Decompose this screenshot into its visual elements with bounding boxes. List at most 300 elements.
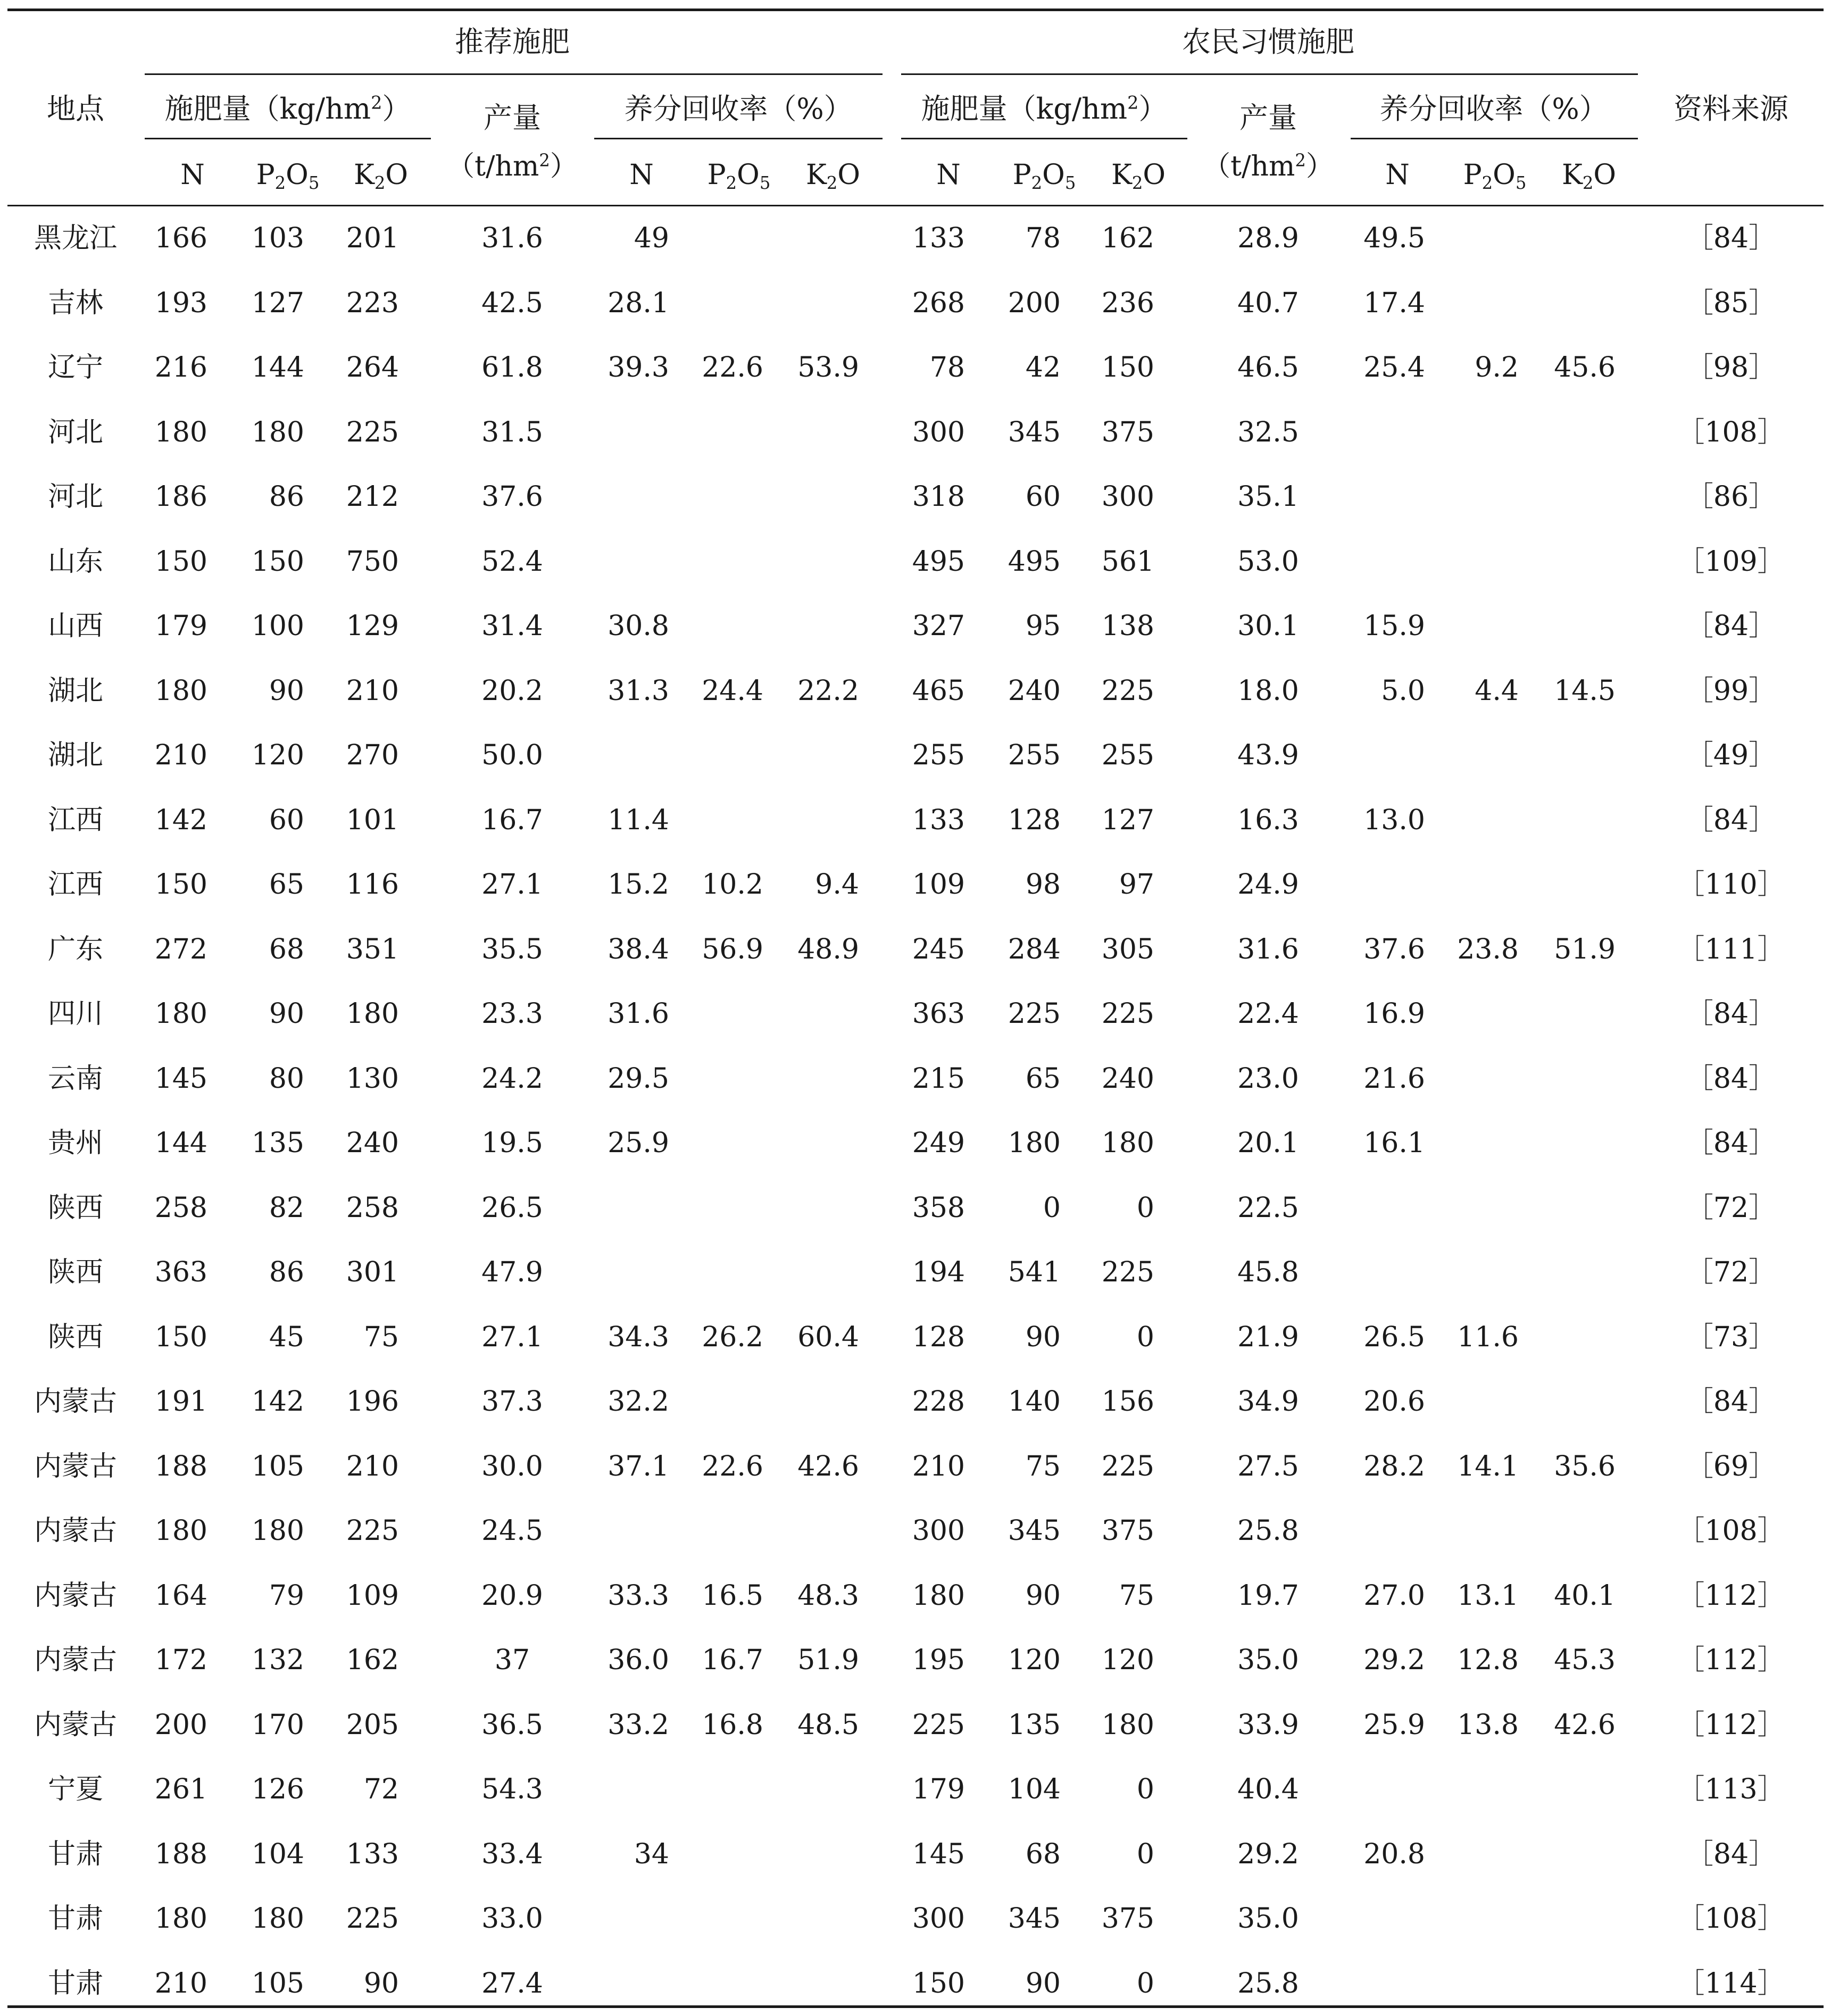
cell-farm-p2o5-recovery: 13.8 [1457,1709,1519,1741]
cell-farm-k2o-recovery: 35.6 [1554,1451,1616,1482]
cell-location: 内蒙古 [34,1709,118,1741]
cell-farm-p2o5-rate: 541 [1008,1256,1061,1288]
cell-source: ［110］ [1677,869,1785,901]
cell-rec-p2o5-rate: 68 [269,934,304,965]
cell-rec-n-recovery: 39.3 [607,352,669,384]
cell-farm-k2o-rate: 0 [1136,1773,1154,1805]
cell-rec-n-rate: 188 [154,1838,207,1870]
cell-farm-n-rate: 268 [912,287,965,319]
cell-source: ［84］ [1685,998,1777,1030]
cell-farm-p2o5-recovery: 12.8 [1457,1644,1519,1676]
cell-farm-p2o5-recovery: 14.1 [1457,1451,1519,1482]
cell-rec-p2o5-rate: 180 [251,1903,304,1935]
cell-rec-n-recovery: 34.3 [607,1321,669,1353]
cell-source: ［112］ [1677,1644,1785,1676]
cell-farm-n-rate: 327 [912,610,965,642]
cell-farm-p2o5-rate: 240 [1008,675,1061,707]
cell-farm-yield: 25.8 [1237,1968,1299,2000]
cell-rec-n-recovery: 49 [634,222,669,254]
cell-location: 吉林 [47,287,104,319]
cell-rec-yield: 37.6 [481,481,543,513]
cell-rec-p2o5-rate: 127 [251,287,304,319]
cell-rec-n-recovery: 37.1 [607,1451,669,1482]
cell-farm-p2o5-rate: 90 [1025,1580,1061,1612]
cell-farm-n-rate: 210 [912,1451,965,1482]
cell-rec-k2o-rate: 129 [346,610,399,642]
cell-rec-p2o5-recovery: 56.9 [702,934,763,965]
cell-location: 湖北 [47,739,104,771]
cell-rec-n-recovery: 32.2 [607,1386,669,1418]
cell-farm-p2o5-rate: 90 [1025,1968,1061,2000]
sub-rule-recovery-recommended [594,138,883,139]
cell-rec-p2o5-recovery: 10.2 [702,869,763,901]
header-p2o5-rate-farmer: $P_2O_5$ [1012,159,1076,194]
cell-rec-p2o5-rate: 170 [251,1709,304,1741]
cell-farm-k2o-rate: 561 [1101,546,1154,578]
cell-rec-p2o5-rate: 86 [269,1256,304,1288]
cell-farm-p2o5-rate: 495 [1008,546,1061,578]
cell-farm-n-rate: 150 [912,1968,965,2000]
cell-farm-k2o-rate: 0 [1136,1968,1154,2000]
cell-farm-yield: 20.1 [1237,1127,1299,1159]
cell-location: 河北 [47,416,104,448]
cell-rec-yield: 27.1 [481,1321,543,1353]
cell-farm-yield: 53.0 [1237,546,1299,578]
cell-farm-n-recovery: 29.2 [1363,1644,1425,1676]
cell-rec-k2o-rate: 162 [346,1644,399,1676]
cell-farm-k2o-rate: 0 [1136,1321,1154,1353]
cell-rec-k2o-rate: 351 [346,934,399,965]
cell-rec-p2o5-rate: 132 [251,1644,304,1676]
cell-rec-yield: 24.5 [481,1515,543,1547]
cell-rec-p2o5-recovery: 16.8 [702,1709,763,1741]
cell-farm-n-rate: 109 [912,869,965,901]
cell-rec-p2o5-rate: 86 [269,481,304,513]
cell-rec-p2o5-rate: 60 [269,804,304,836]
cell-rec-n-rate: 363 [154,1256,207,1288]
header-location: 地点 [47,92,104,126]
cell-farm-n-recovery: 27.0 [1363,1580,1425,1612]
cell-farm-n-recovery: 13.0 [1363,804,1425,836]
header-fert-rate-recommended: 施肥量$(kg/hm^2)$ [164,92,411,126]
cell-source: ［108］ [1677,416,1785,448]
cell-location: 四川 [47,998,104,1030]
cell-source: ［49］ [1685,739,1777,771]
cell-rec-n-rate: 180 [154,998,207,1030]
header-yield-recommended: 产量 [484,101,541,135]
header-p2o5-recovery-farmer: $P_2O_5$ [1463,159,1527,194]
cell-source: ［73］ [1685,1321,1777,1353]
cell-farm-yield: 23.0 [1237,1063,1299,1095]
cell-location: 湖北 [47,675,104,707]
cell-rec-k2o-rate: 101 [346,804,399,836]
cell-rec-yield: 27.4 [481,1968,543,2000]
cell-rec-n-recovery: 28.1 [607,287,669,319]
cell-farm-n-recovery: 5.0 [1381,675,1425,707]
cell-rec-k2o-rate: 225 [346,1515,399,1547]
cell-rec-yield: 42.5 [481,287,543,319]
cell-rec-k2o-rate: 301 [346,1256,399,1288]
cell-farm-n-rate: 358 [912,1192,965,1224]
cell-rec-n-rate: 200 [154,1709,207,1741]
cell-rec-k2o-rate: 258 [346,1192,399,1224]
cell-farm-n-rate: 249 [912,1127,965,1159]
cell-rec-k2o-recovery: 42.6 [797,1451,859,1482]
cell-farm-k2o-recovery: 51.9 [1554,934,1616,965]
group-rule-recommended [145,73,883,75]
cell-rec-k2o-recovery: 51.9 [797,1644,859,1676]
cell-rec-n-rate: 180 [154,416,207,448]
cell-rec-p2o5-recovery: 24.4 [702,675,763,707]
cell-farm-n-rate: 195 [912,1644,965,1676]
header-p2o5-rate-recommended: $P_2O_5$ [256,159,320,194]
cell-farm-k2o-rate: 180 [1101,1127,1154,1159]
cell-source: ［84］ [1685,1063,1777,1095]
cell-rec-n-rate: 216 [154,352,207,384]
cell-farm-n-rate: 255 [912,739,965,771]
cell-farm-p2o5-recovery: 23.8 [1457,934,1519,965]
cell-farm-n-rate: 133 [912,804,965,836]
cell-rec-n-rate: 261 [154,1773,207,1805]
cell-farm-k2o-rate: 225 [1101,675,1154,707]
cell-farm-yield: 43.9 [1237,739,1299,771]
header-source: 资料来源 [1674,92,1788,126]
cell-rec-yield: 37 [494,1644,530,1676]
cell-farm-yield: 19.7 [1237,1580,1299,1612]
table-bottom-rule [7,2005,1824,2008]
cell-rec-yield: 24.2 [481,1063,543,1095]
cell-rec-k2o-rate: 130 [346,1063,399,1095]
cell-rec-yield: 20.2 [481,675,543,707]
cell-rec-p2o5-rate: 180 [251,1515,304,1547]
cell-rec-k2o-rate: 116 [346,869,399,901]
cell-farm-n-rate: 465 [912,675,965,707]
cell-rec-p2o5-rate: 120 [251,739,304,771]
cell-source: ［84］ [1685,1838,1777,1870]
cell-rec-n-rate: 166 [154,222,207,254]
cell-farm-p2o5-rate: 200 [1008,287,1061,319]
cell-farm-n-recovery: 25.9 [1363,1709,1425,1741]
cell-rec-n-rate: 150 [154,1321,207,1353]
cell-rec-k2o-rate: 109 [346,1580,399,1612]
cell-rec-p2o5-rate: 103 [251,222,304,254]
cell-rec-p2o5-rate: 90 [269,675,304,707]
cell-farm-n-rate: 225 [912,1709,965,1741]
cell-rec-k2o-rate: 750 [346,546,399,578]
cell-rec-k2o-rate: 212 [346,481,399,513]
cell-farm-yield: 32.5 [1237,416,1299,448]
header-p2o5-recovery-recommended: $P_2O_5$ [707,159,771,194]
cell-source: ［108］ [1677,1515,1785,1547]
cell-location: 辽宁 [47,352,104,384]
group-header-farmer: 农民习惯施肥 [1182,25,1354,59]
cell-farm-k2o-rate: 375 [1101,1903,1154,1935]
cell-rec-yield: 35.5 [481,934,543,965]
cell-rec-n-rate: 172 [154,1644,207,1676]
cell-farm-n-recovery: 28.2 [1363,1451,1425,1482]
cell-source: ［84］ [1685,804,1777,836]
header-yield-unit-farmer: $(t/hm^2)$ [1203,150,1334,182]
cell-farm-k2o-rate: 97 [1119,869,1154,901]
cell-farm-p2o5-rate: 345 [1008,1903,1061,1935]
cell-farm-yield: 46.5 [1237,352,1299,384]
header-fert-rate-farmer: 施肥量$(kg/hm^2)$ [921,92,1168,126]
cell-rec-p2o5-rate: 90 [269,998,304,1030]
cell-location: 江西 [47,804,104,836]
cell-rec-p2o5-rate: 104 [251,1838,304,1870]
cell-farm-n-rate: 194 [912,1256,965,1288]
cell-farm-yield: 35.0 [1237,1644,1299,1676]
cell-source: ［111］ [1677,934,1785,965]
cell-rec-n-rate: 186 [154,481,207,513]
cell-farm-k2o-rate: 138 [1101,610,1154,642]
cell-rec-p2o5-rate: 82 [269,1192,304,1224]
cell-rec-p2o5-rate: 105 [251,1451,304,1482]
cell-rec-yield: 31.6 [481,222,543,254]
cell-source: ［84］ [1685,1386,1777,1418]
cell-farm-p2o5-rate: 225 [1008,998,1061,1030]
cell-location: 内蒙古 [34,1386,118,1418]
cell-farm-yield: 22.4 [1237,998,1299,1030]
cell-location: 内蒙古 [34,1515,118,1547]
cell-farm-yield: 45.8 [1237,1256,1299,1288]
cell-rec-p2o5-recovery: 26.2 [702,1321,763,1353]
cell-rec-k2o-rate: 240 [346,1127,399,1159]
cell-farm-k2o-rate: 225 [1101,1451,1154,1482]
header-bottom-rule [7,205,1824,206]
cell-rec-k2o-rate: 210 [346,675,399,707]
cell-rec-p2o5-recovery: 16.5 [702,1580,763,1612]
cell-rec-k2o-rate: 225 [346,416,399,448]
cell-farm-k2o-rate: 150 [1101,352,1154,384]
cell-source: ［113］ [1677,1773,1785,1805]
cell-location: 甘肃 [47,1838,104,1870]
cell-rec-yield: 36.5 [481,1709,543,1741]
cell-farm-yield: 34.9 [1237,1386,1299,1418]
cell-rec-n-recovery: 31.3 [607,675,669,707]
cell-farm-k2o-rate: 375 [1101,1515,1154,1547]
cell-rec-k2o-rate: 75 [363,1321,399,1353]
cell-rec-n-rate: 191 [154,1386,207,1418]
cell-farm-n-recovery: 16.1 [1363,1127,1425,1159]
cell-rec-yield: 31.4 [481,610,543,642]
cell-rec-k2o-rate: 180 [346,998,399,1030]
cell-farm-yield: 22.5 [1237,1192,1299,1224]
cell-farm-p2o5-rate: 140 [1008,1386,1061,1418]
cell-source: ［86］ [1685,481,1777,513]
cell-rec-p2o5-rate: 79 [269,1580,304,1612]
cell-rec-n-rate: 145 [154,1063,207,1095]
cell-farm-yield: 29.2 [1237,1838,1299,1870]
cell-farm-p2o5-rate: 78 [1025,222,1061,254]
cell-farm-n-recovery: 21.6 [1363,1063,1425,1095]
cell-farm-p2o5-rate: 60 [1025,481,1061,513]
cell-farm-k2o-rate: 255 [1101,739,1154,771]
cell-location: 宁夏 [47,1773,104,1805]
cell-source: ［112］ [1677,1709,1785,1741]
cell-farm-n-recovery: 15.9 [1363,610,1425,642]
cell-location: 山西 [47,610,104,642]
cell-rec-p2o5-rate: 135 [251,1127,304,1159]
cell-farm-k2o-recovery: 42.6 [1554,1709,1616,1741]
cell-rec-n-recovery: 34 [634,1838,669,1870]
cell-rec-k2o-recovery: 60.4 [797,1321,859,1353]
cell-rec-k2o-rate: 90 [363,1968,399,2000]
cell-location: 云南 [47,1063,104,1095]
cell-rec-n-rate: 164 [154,1580,207,1612]
cell-farm-p2o5-rate: 68 [1025,1838,1061,1870]
cell-rec-yield: 50.0 [481,739,543,771]
cell-farm-n-rate: 228 [912,1386,965,1418]
cell-rec-yield: 54.3 [481,1773,543,1805]
cell-rec-n-recovery: 29.5 [607,1063,669,1095]
cell-rec-p2o5-rate: 80 [269,1063,304,1095]
cell-farm-p2o5-recovery: 13.1 [1457,1580,1519,1612]
cell-rec-n-rate: 210 [154,739,207,771]
cell-farm-n-recovery: 26.5 [1363,1321,1425,1353]
cell-farm-n-recovery: 25.4 [1363,352,1425,384]
cell-farm-yield: 35.0 [1237,1903,1299,1935]
cell-rec-yield: 52.4 [481,546,543,578]
cell-rec-k2o-rate: 223 [346,287,399,319]
cell-location: 陕西 [47,1192,104,1224]
cell-source: ［84］ [1685,222,1777,254]
cell-rec-yield: 23.3 [481,998,543,1030]
cell-source: ［72］ [1685,1256,1777,1288]
cell-rec-n-rate: 210 [154,1968,207,2000]
cell-farm-p2o5-recovery: 11.6 [1457,1321,1519,1353]
cell-rec-yield: 20.9 [481,1580,543,1612]
cell-farm-yield: 24.9 [1237,869,1299,901]
cell-farm-k2o-recovery: 40.1 [1554,1580,1616,1612]
cell-farm-p2o5-rate: 65 [1025,1063,1061,1095]
cell-farm-p2o5-rate: 104 [1008,1773,1061,1805]
group-header-recommended: 推荐施肥 [455,25,570,59]
cell-location: 江西 [47,869,104,901]
cell-farm-n-recovery: 49.5 [1363,222,1425,254]
cell-farm-p2o5-recovery: 9.2 [1475,352,1519,384]
cell-farm-n-rate: 180 [912,1580,965,1612]
cell-rec-n-rate: 180 [154,675,207,707]
header-yield-unit-recommended: $(t/hm^2)$ [447,150,578,182]
cell-farm-k2o-rate: 225 [1101,998,1154,1030]
cell-rec-yield: 37.3 [481,1386,543,1418]
cell-farm-yield: 25.8 [1237,1515,1299,1547]
cell-rec-n-rate: 188 [154,1451,207,1482]
cell-rec-n-rate: 272 [154,934,207,965]
cell-source: ［85］ [1685,287,1777,319]
cell-rec-n-rate: 150 [154,869,207,901]
cell-farm-p2o5-rate: 128 [1008,804,1061,836]
header-k2o-recovery-farmer: $K_2O$ [1561,159,1617,194]
cell-farm-n-rate: 133 [912,222,965,254]
cell-rec-k2o-recovery: 9.4 [815,869,859,901]
table-top-rule [7,9,1824,11]
cell-location: 山东 [47,546,104,578]
cell-rec-p2o5-rate: 142 [251,1386,304,1418]
cell-location: 贵州 [47,1127,104,1159]
cell-rec-yield: 31.5 [481,416,543,448]
cell-farm-n-rate: 318 [912,481,965,513]
cell-rec-p2o5-rate: 144 [251,352,304,384]
cell-rec-k2o-rate: 205 [346,1709,399,1741]
cell-rec-yield: 61.8 [481,352,543,384]
cell-location: 广东 [47,934,104,965]
cell-farm-p2o5-rate: 0 [1043,1192,1061,1224]
header-n-recovery-farmer: N [1385,159,1410,191]
cell-rec-n-rate: 142 [154,804,207,836]
cell-farm-p2o5-rate: 135 [1008,1709,1061,1741]
cell-rec-yield: 30.0 [481,1451,543,1482]
cell-rec-n-recovery: 36.0 [607,1644,669,1676]
cell-farm-p2o5-rate: 42 [1025,352,1061,384]
cell-rec-yield: 33.0 [481,1903,543,1935]
header-yield-farmer: 产量 [1239,101,1297,135]
header-n-recovery-recommended: N [629,159,654,191]
cell-farm-n-rate: 215 [912,1063,965,1095]
cell-source: ［69］ [1685,1451,1777,1482]
cell-rec-k2o-recovery: 53.9 [797,352,859,384]
cell-rec-k2o-recovery: 48.9 [797,934,859,965]
cell-location: 陕西 [47,1256,104,1288]
cell-rec-p2o5-recovery: 22.6 [702,352,763,384]
header-recovery-recommended: 养分回收率（%） [624,92,853,126]
cell-farm-p2o5-recovery: 4.4 [1475,675,1519,707]
cell-farm-yield: 40.4 [1237,1773,1299,1805]
header-k2o-rate-recommended: $K_2O$ [353,159,409,194]
cell-farm-n-rate: 78 [929,352,965,384]
cell-rec-p2o5-recovery: 22.6 [702,1451,763,1482]
cell-rec-yield: 19.5 [481,1127,543,1159]
cell-farm-k2o-rate: 375 [1101,416,1154,448]
cell-farm-k2o-rate: 127 [1101,804,1154,836]
cell-farm-k2o-rate: 162 [1101,222,1154,254]
cell-rec-p2o5-recovery: 16.7 [702,1644,763,1676]
cell-rec-n-rate: 180 [154,1903,207,1935]
cell-rec-k2o-recovery: 22.2 [797,675,859,707]
cell-rec-yield: 16.7 [481,804,543,836]
cell-farm-yield: 40.7 [1237,287,1299,319]
cell-source: ［99］ [1685,675,1777,707]
sub-rule-fert-farmer [901,138,1187,139]
cell-farm-yield: 28.9 [1237,222,1299,254]
cell-farm-yield: 31.6 [1237,934,1299,965]
cell-farm-p2o5-rate: 95 [1025,610,1061,642]
cell-location: 内蒙古 [34,1580,118,1612]
cell-rec-n-recovery: 33.2 [607,1709,669,1741]
cell-rec-p2o5-rate: 150 [251,546,304,578]
header-k2o-recovery-recommended: $K_2O$ [805,159,861,194]
cell-farm-k2o-rate: 120 [1101,1644,1154,1676]
cell-rec-k2o-rate: 210 [346,1451,399,1482]
cell-farm-n-rate: 300 [912,1903,965,1935]
sub-rule-recovery-farmer [1351,138,1638,139]
cell-source: ［108］ [1677,1903,1785,1935]
cell-rec-k2o-rate: 72 [363,1773,399,1805]
cell-rec-n-rate: 193 [154,287,207,319]
cell-rec-k2o-recovery: 48.5 [797,1709,859,1741]
cell-rec-yield: 47.9 [481,1256,543,1288]
cell-farm-yield: 27.5 [1237,1451,1299,1482]
cell-rec-yield: 33.4 [481,1838,543,1870]
cell-farm-k2o-rate: 156 [1101,1386,1154,1418]
cell-farm-p2o5-rate: 255 [1008,739,1061,771]
cell-rec-k2o-rate: 201 [346,222,399,254]
cell-farm-p2o5-rate: 180 [1008,1127,1061,1159]
cell-source: ［114］ [1677,1968,1785,2000]
cell-farm-p2o5-rate: 120 [1008,1644,1061,1676]
cell-farm-n-rate: 245 [912,934,965,965]
